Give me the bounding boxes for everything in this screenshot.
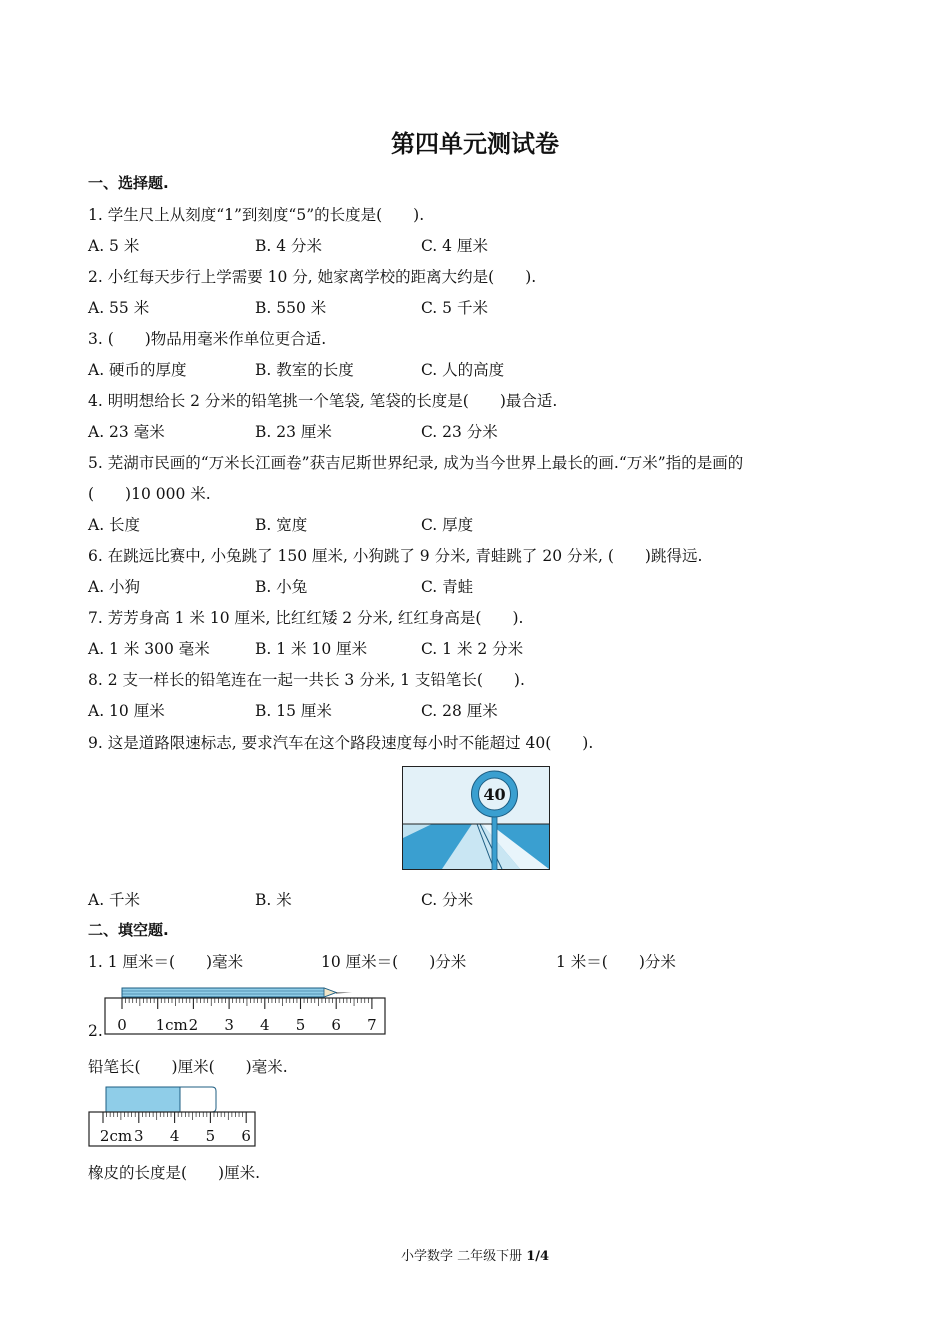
fill-question-1b: 10 厘米＝( )分米	[321, 953, 467, 971]
speed-limit-illustration	[402, 766, 550, 870]
eraser-tip	[180, 1087, 216, 1112]
question-3: 3. ( )物品用毫米作单位更合适.	[88, 330, 327, 348]
fill-question-1a: 1. 1 厘米＝( )毫米	[88, 953, 244, 971]
q6-option-c: C. 青蛙	[421, 578, 474, 596]
q5-option-a: A. 长度	[88, 516, 141, 534]
question-8: 8. 2 支一样长的铅笔连在一起一共长 3 分米, 1 支铅笔长( ).	[88, 671, 525, 689]
section-heading-fill: 二、填空题.	[88, 921, 169, 939]
q9-option-b: B. 米	[255, 891, 292, 909]
q7-option-b: B. 1 米 10 厘米	[255, 640, 368, 658]
pencil	[122, 988, 336, 997]
q3-option-b: B. 教室的长度	[255, 361, 354, 379]
fill-question-3: 橡皮的长度是( )厘米.	[88, 1164, 261, 1182]
sign-speed-value: 40	[483, 785, 506, 804]
q5-option-b: B. 宽度	[255, 516, 308, 534]
q2-option-c: C. 5 千米	[421, 299, 488, 317]
ruler-1-label-1: 1cm	[155, 1016, 188, 1034]
sign-pole	[492, 813, 497, 870]
ruler-2-label-2: 4	[169, 1127, 180, 1145]
question-2: 2. 小红每天步行上学需要 10 分, 她家离学校的距离大约是( ).	[88, 268, 537, 286]
q4-option-c: C. 23 分米	[421, 423, 498, 441]
page-footer	[0, 1245, 950, 1264]
q9-option-a: A. 千米	[88, 891, 141, 909]
ruler-1-label-2: 2	[188, 1016, 199, 1034]
q1-option-b: B. 4 分米	[255, 237, 323, 255]
section-heading-choice: 一、选择题.	[88, 174, 169, 192]
pencil-lead	[336, 993, 352, 994]
q8-option-c: C. 28 厘米	[421, 702, 498, 720]
q8-option-a: A. 10 厘米	[88, 702, 165, 720]
ruler-1-label-4: 4	[260, 1016, 270, 1034]
ruler-1-body	[105, 998, 385, 1034]
q3-option-c: C. 人的高度	[421, 361, 505, 379]
ruler-2-label-1: 3	[134, 1127, 144, 1145]
q7-option-c: C. 1 米 2 分米	[421, 640, 524, 658]
q8-option-b: B. 15 厘米	[255, 702, 332, 720]
q1-option-c: C. 4 厘米	[421, 237, 488, 255]
question-5-line2: ( )10 000 米.	[88, 485, 211, 503]
fill-question-1c: 1 米＝( )分米	[556, 953, 676, 971]
page-number: 1/4	[526, 1249, 550, 1264]
question-4: 4. 明明想给长 2 分米的铅笔挑一个笔袋, 笔袋的长度是( )最合适.	[88, 392, 558, 410]
footer-text: 小学数学 二年级下册	[400, 1249, 527, 1264]
pencil-ruler-figure	[104, 984, 388, 1036]
q3-option-a: A. 硬币的厚度	[88, 361, 187, 379]
question-7: 7. 芳芳身高 1 米 10 厘米, 比红红矮 2 分米, 红红身高是( ).	[88, 609, 524, 627]
q7-option-a: A. 1 米 300 毫米	[88, 640, 210, 658]
question-9: 9. 这是道路限速标志, 要求汽车在这个路段速度每小时不能超过 40( ).	[88, 734, 594, 752]
q2-option-b: B. 550 米	[255, 299, 327, 317]
q6-option-b: B. 小兔	[255, 578, 308, 596]
question-6: 6. 在跳远比赛中, 小兔跳了 150 厘米, 小狗跳了 9 分米, 青蛙跳了 20 分米, ( )跳得远.	[88, 547, 703, 565]
ruler-1-label-5: 5	[295, 1016, 306, 1034]
q9-option-c: C. 分米	[421, 891, 474, 909]
q4-option-b: B. 23 厘米	[255, 423, 332, 441]
question-5: 5. 芜湖市民画的“万米长江画卷”获吉尼斯世界纪录, 成为当今世界上最长的画.“万米”指的是画的	[88, 454, 744, 472]
ruler-1-label-6: 6	[331, 1016, 341, 1034]
q1-option-a: A. 5 米	[88, 237, 140, 255]
ruler-1-label-7: 7	[367, 1016, 377, 1034]
q2-option-a: A. 55 米	[88, 299, 150, 317]
page-title: 第四单元测试卷	[391, 129, 559, 158]
ruler-1-label-0: 0	[117, 1016, 127, 1034]
fill-question-2: 铅笔长( )厘米( )毫米.	[88, 1058, 288, 1076]
question-1: 1. 学生尺上从刻度“1”到刻度“5”的长度是( ).	[88, 206, 425, 224]
ruler-1-label-3: 3	[224, 1016, 234, 1034]
q6-option-a: A. 小狗	[88, 578, 141, 596]
eraser-ruler-figure	[88, 1086, 258, 1148]
eraser-sleeve	[106, 1087, 180, 1112]
ruler-2-label-3: 5	[205, 1127, 216, 1145]
ruler-2-label-0: 2cm	[99, 1127, 133, 1145]
fill-question-2-number: 2.	[88, 1022, 103, 1040]
ruler-2-label-4: 6	[241, 1127, 251, 1145]
q5-option-c: C. 厚度	[421, 516, 474, 534]
pencil-tip	[324, 988, 336, 997]
q4-option-a: A. 23 毫米	[88, 423, 165, 441]
